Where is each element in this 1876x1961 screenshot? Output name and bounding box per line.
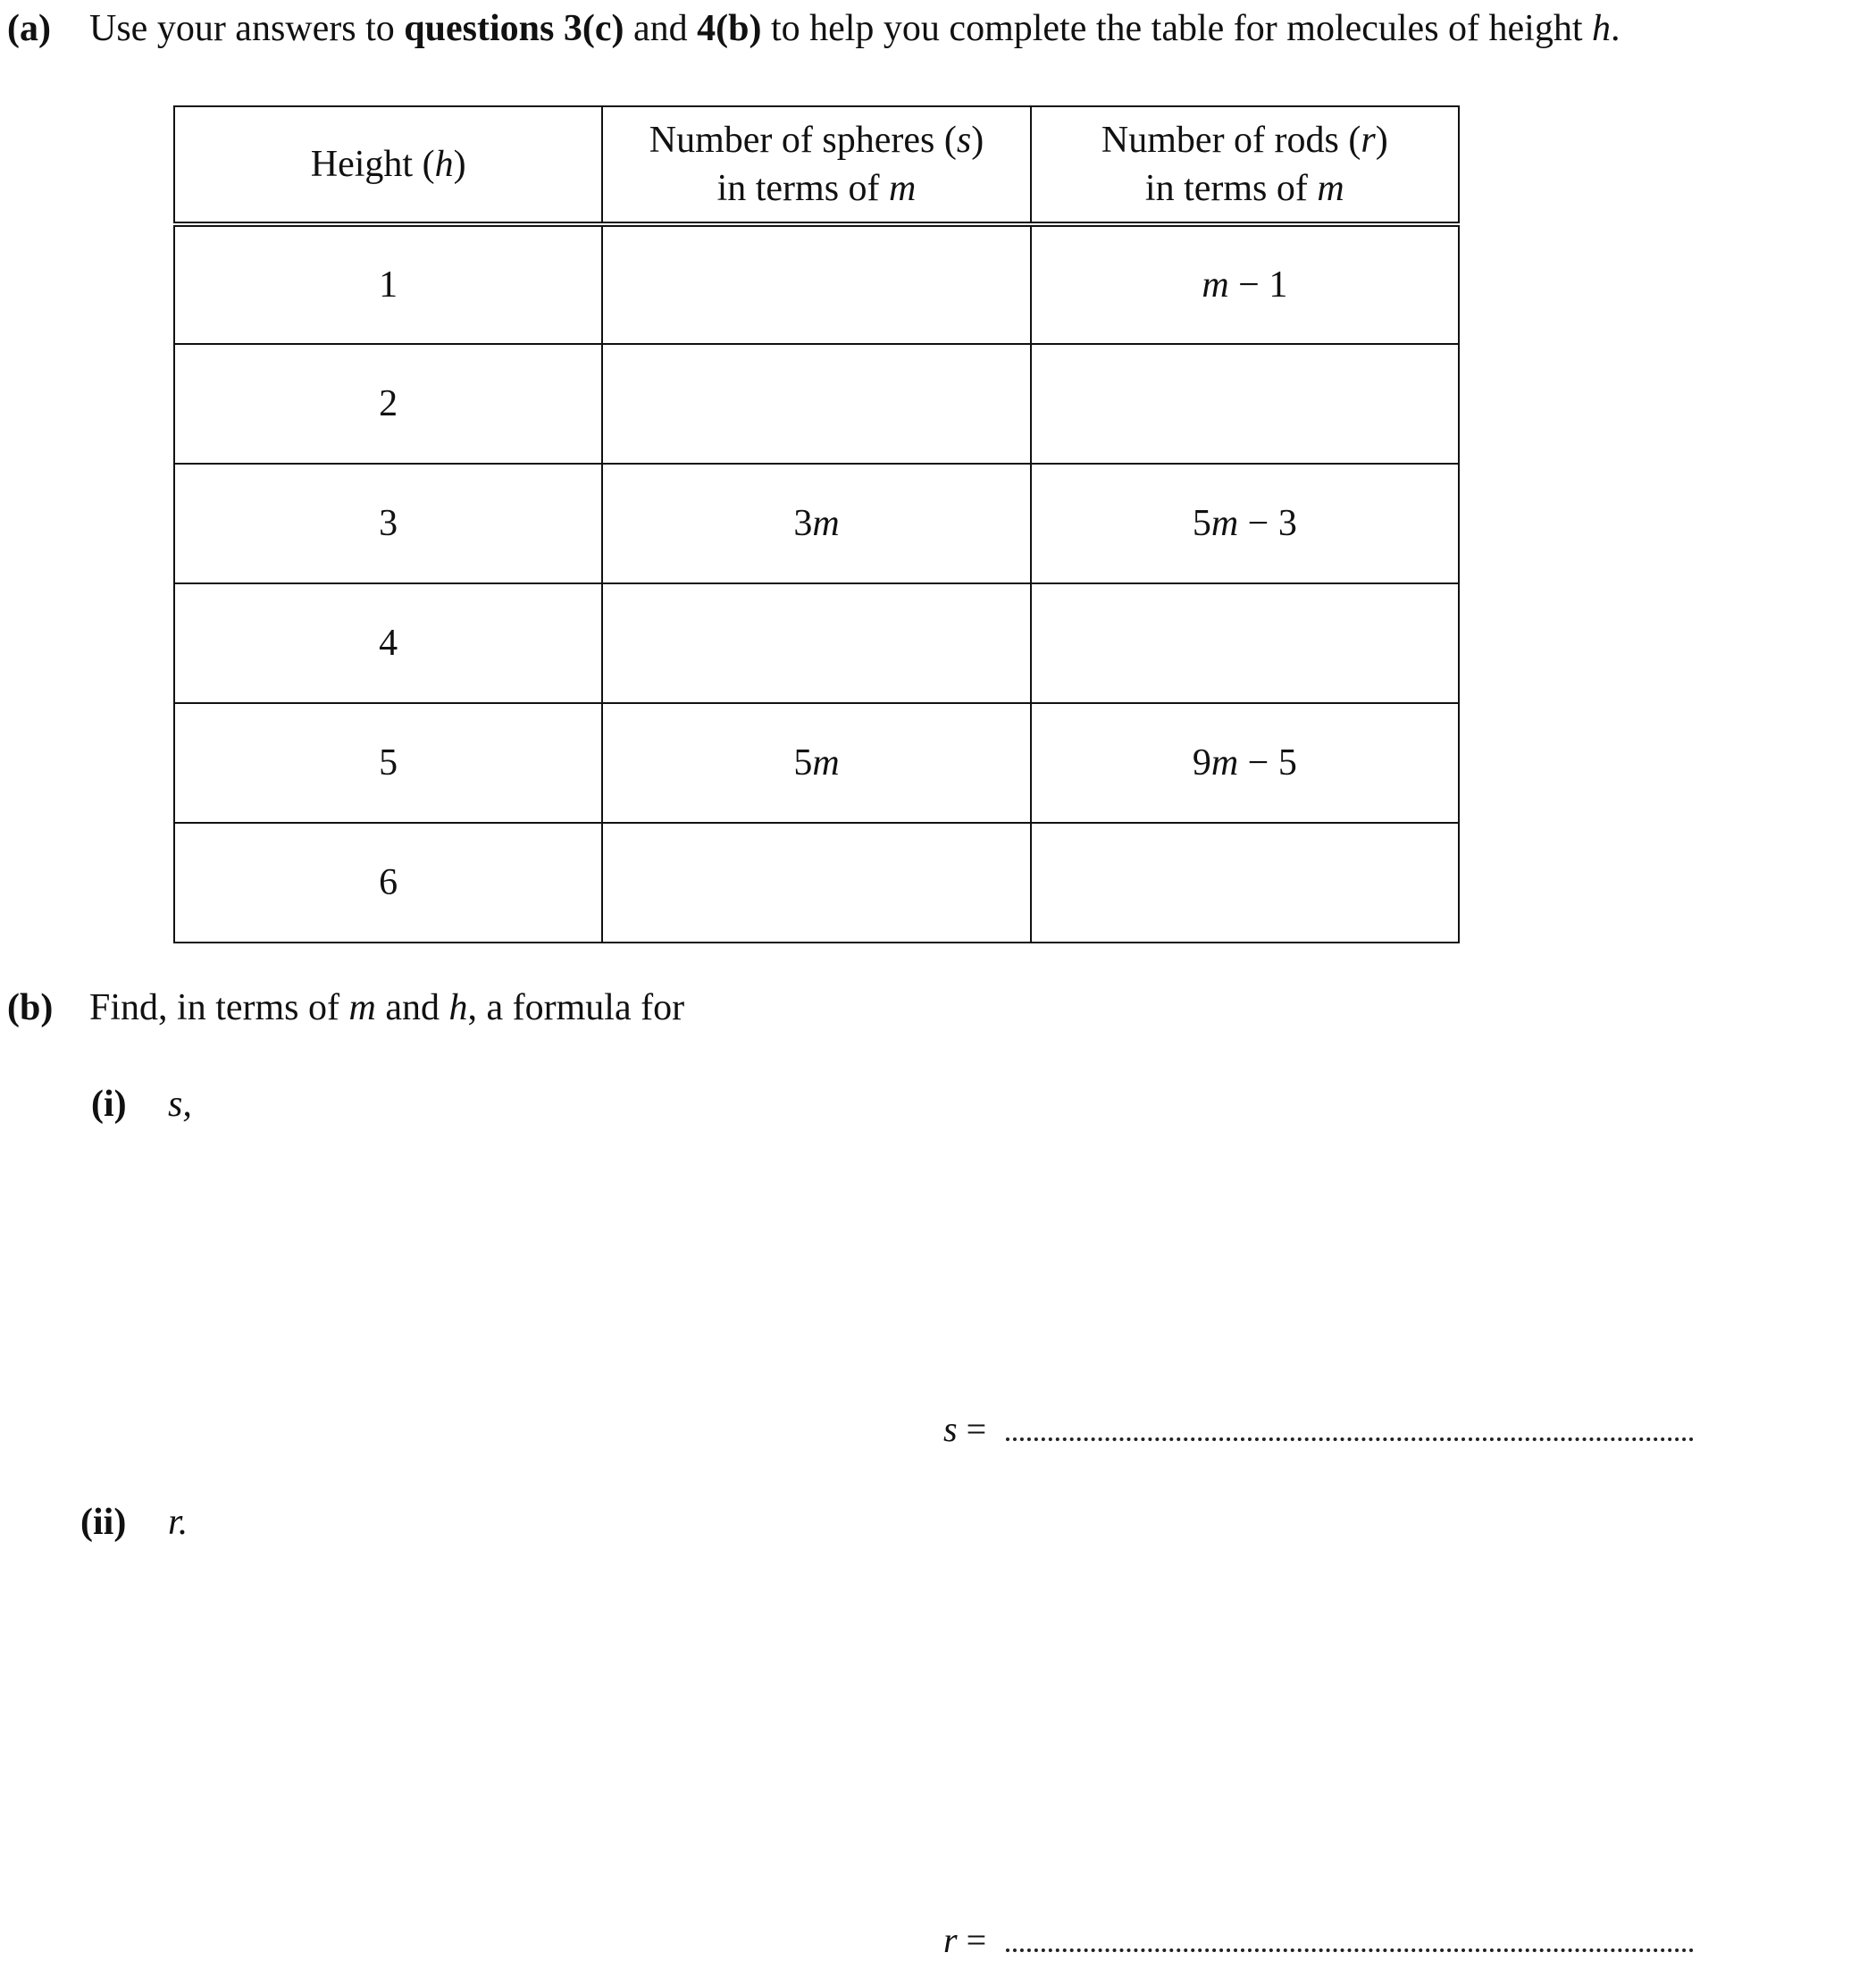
spheres-cell[interactable] bbox=[602, 224, 1030, 344]
answer-s-dotted-line[interactable] bbox=[1006, 1429, 1694, 1441]
subpart-ii-label: (ii) bbox=[80, 1502, 127, 1543]
spheres-cell[interactable] bbox=[602, 823, 1030, 943]
rods-cell[interactable] bbox=[1031, 583, 1459, 703]
subpart-i-label: (i) bbox=[91, 1084, 127, 1125]
table-row bbox=[174, 464, 1459, 583]
header-rods: Number of rods (r) in terms of m bbox=[1031, 106, 1459, 224]
answer-table bbox=[173, 105, 1460, 943]
height-cell: 6 bbox=[174, 823, 602, 943]
part-b-label: (b) bbox=[7, 987, 54, 1028]
rods-cell[interactable] bbox=[1031, 823, 1459, 943]
table-header-row bbox=[174, 106, 1459, 224]
table-row bbox=[174, 583, 1459, 703]
answer-r-dotted-line[interactable] bbox=[1006, 1940, 1694, 1952]
spheres-cell[interactable]: 5m bbox=[602, 703, 1030, 823]
subpart-i-variable: s, bbox=[168, 1084, 192, 1125]
rods-cell[interactable]: 5m − 3 bbox=[1031, 464, 1459, 583]
height-cell: 5 bbox=[174, 703, 602, 823]
answer-r-equals: = bbox=[957, 1920, 987, 1960]
spheres-cell[interactable]: 3m bbox=[602, 464, 1030, 583]
spheres-cell[interactable] bbox=[602, 583, 1030, 703]
table-row bbox=[174, 703, 1459, 823]
answer-line-s[interactable] bbox=[943, 1408, 1694, 1450]
answer-s-variable: s bbox=[943, 1409, 958, 1449]
table-row bbox=[174, 344, 1459, 464]
height-cell: 3 bbox=[174, 464, 602, 583]
table-row bbox=[174, 823, 1459, 943]
part-a-label: (a) bbox=[7, 8, 51, 49]
height-cell: 4 bbox=[174, 583, 602, 703]
rods-cell[interactable]: 9m − 5 bbox=[1031, 703, 1459, 823]
height-cell: 2 bbox=[174, 344, 602, 464]
part-b-instruction: Find, in terms of m and h, a formula for bbox=[89, 987, 685, 1028]
rods-cell[interactable]: m − 1 bbox=[1031, 224, 1459, 344]
subpart-ii-variable: r. bbox=[168, 1502, 188, 1543]
answer-line-r[interactable] bbox=[943, 1919, 1694, 1961]
answer-table-container bbox=[173, 105, 1460, 943]
answer-s-equals: = bbox=[957, 1409, 987, 1449]
answer-r-variable: r bbox=[943, 1920, 958, 1960]
spheres-cell[interactable] bbox=[602, 344, 1030, 464]
rods-cell[interactable] bbox=[1031, 344, 1459, 464]
part-a-instruction: Use your answers to questions 3(c) and 4(b) to help you complete the table for molecules of height h. bbox=[89, 8, 1621, 49]
table-row bbox=[174, 224, 1459, 344]
header-spheres: Number of spheres (s) in terms of m bbox=[602, 106, 1030, 224]
height-cell: 1 bbox=[174, 224, 602, 344]
header-height: Height (h) bbox=[174, 106, 602, 224]
